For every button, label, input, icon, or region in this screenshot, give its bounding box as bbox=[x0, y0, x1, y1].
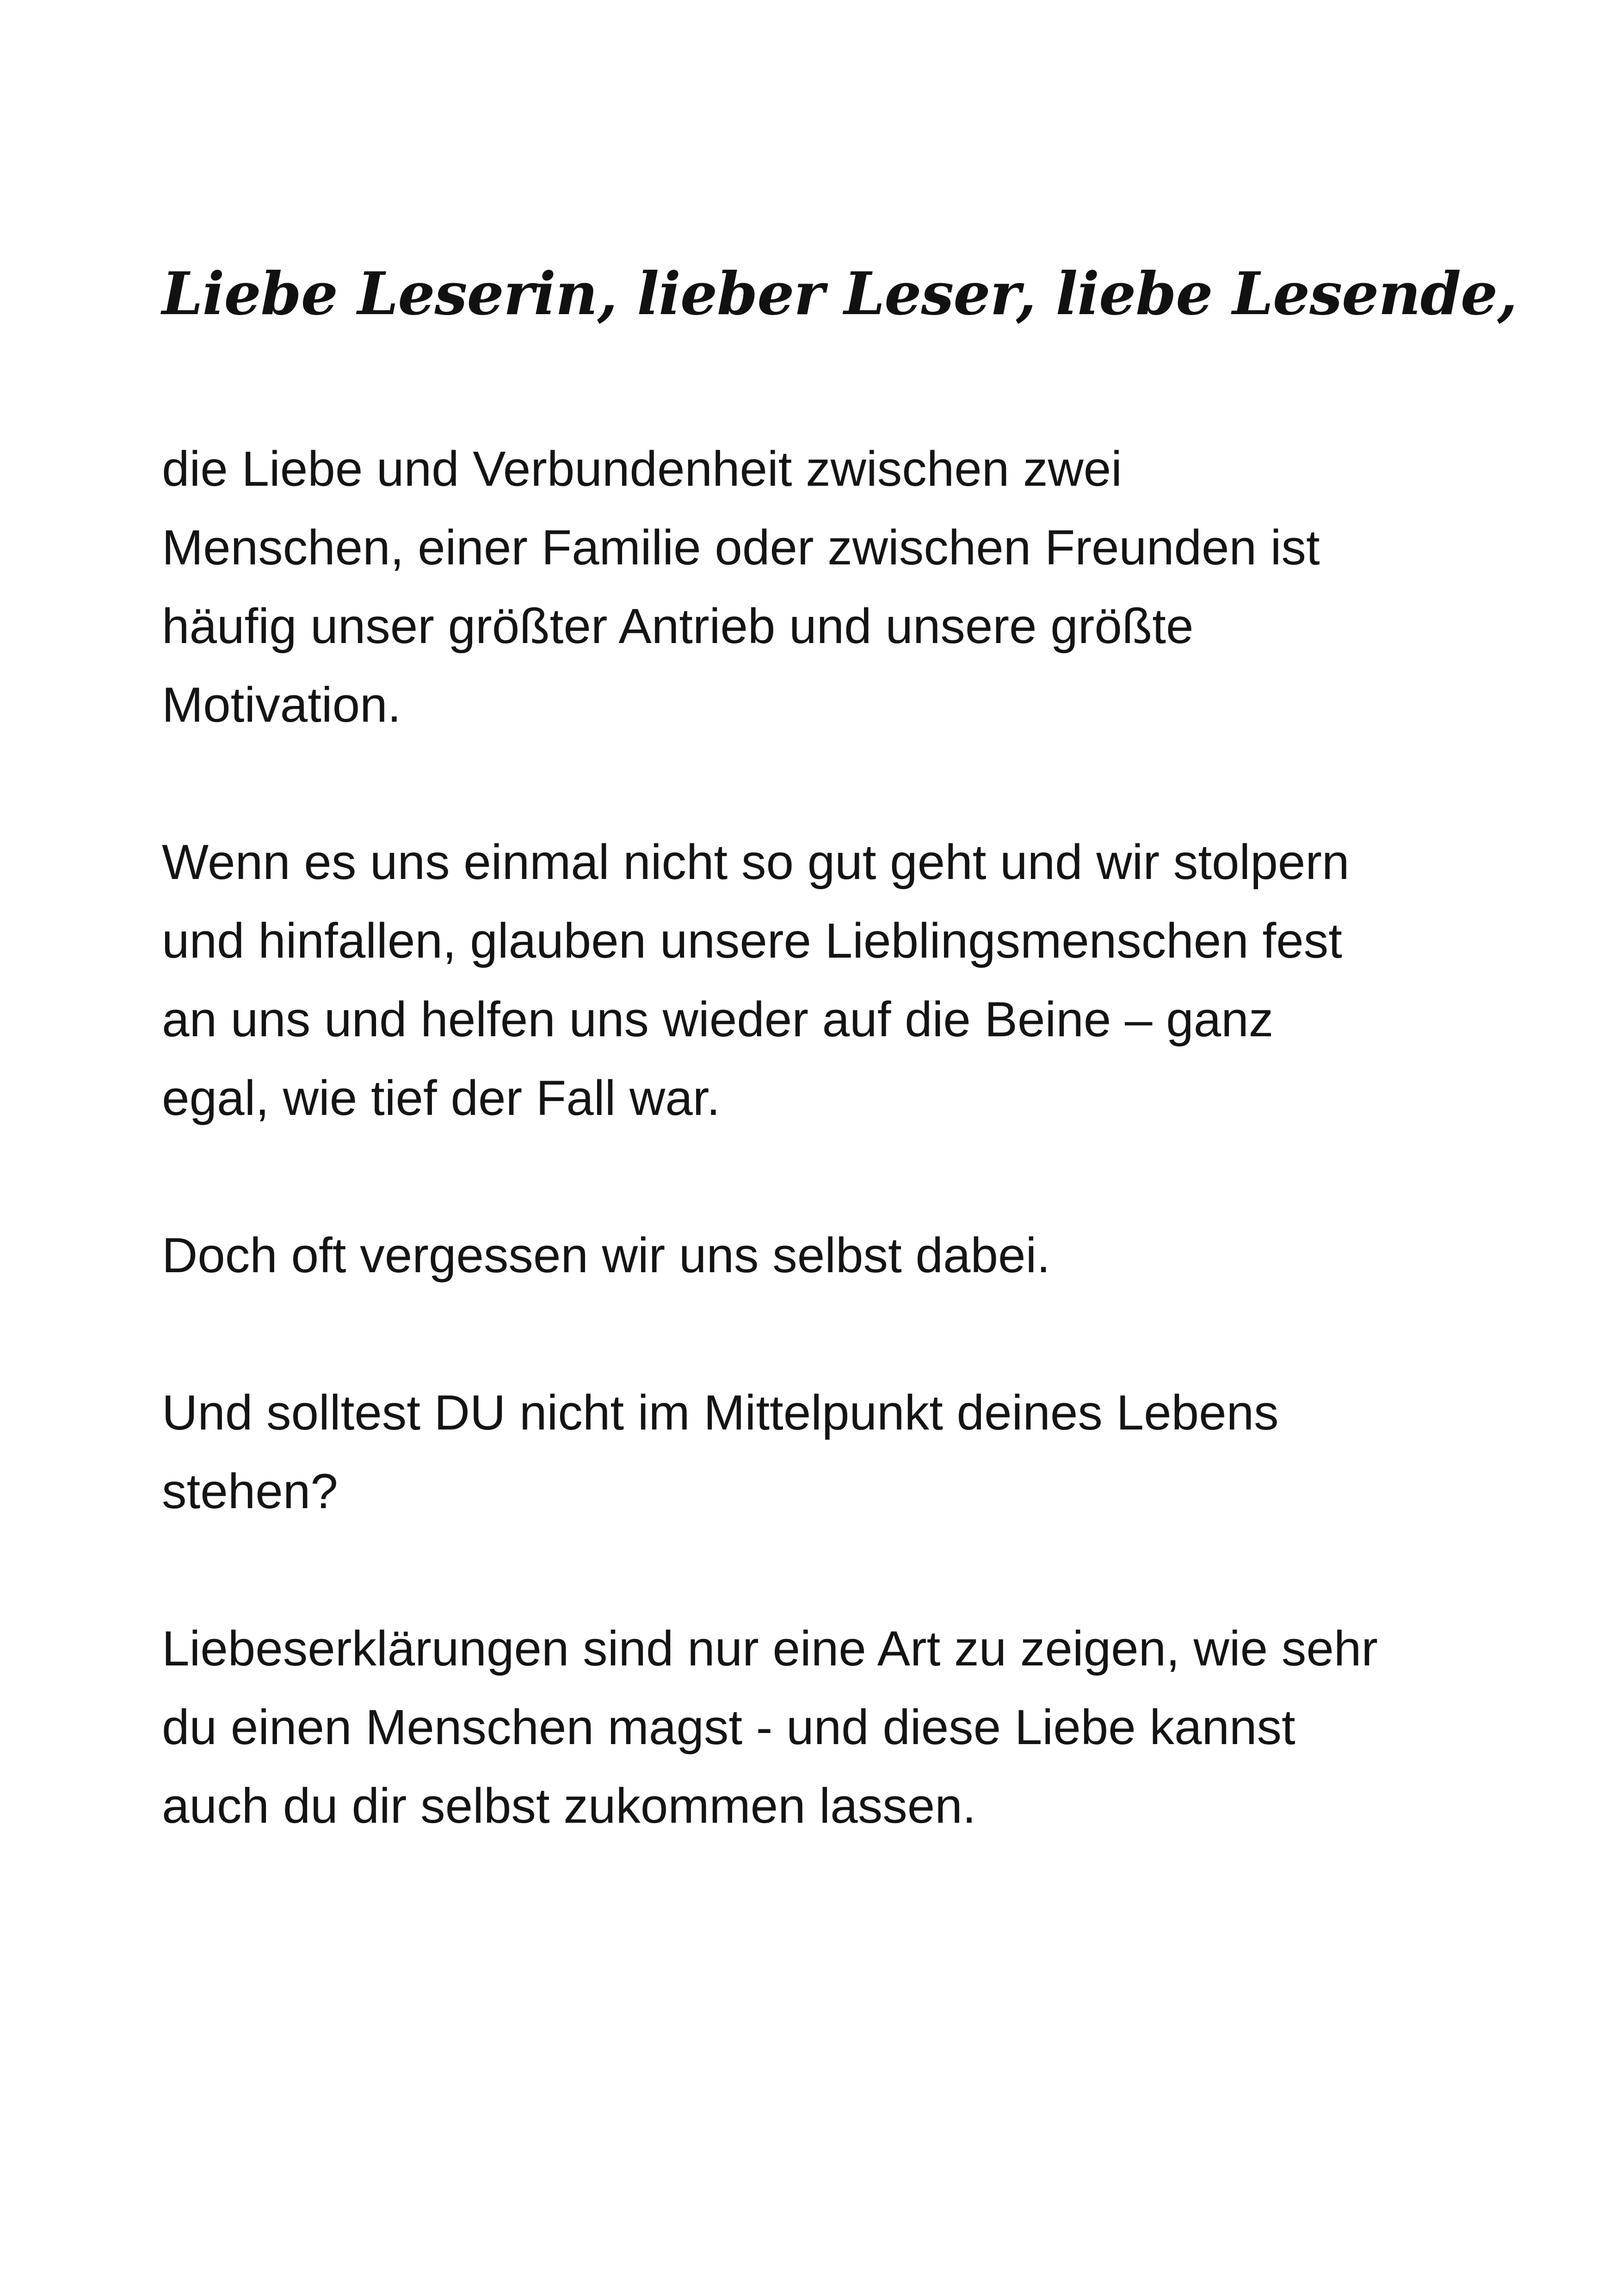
text-line: und hinfallen, glauben unsere Lieblingsmenschen fest bbox=[162, 913, 1342, 968]
text-line: Liebeserklärungen sind nur eine Art zu zeigen, wie sehr bbox=[162, 1621, 1378, 1676]
text-line: die Liebe und Verbundenheit zwischen zwei bbox=[162, 441, 1123, 496]
letter-body bbox=[162, 429, 1475, 1924]
greeting-heading: Liebe Leserin, lieber Leser, liebe Lesende, bbox=[162, 260, 1517, 328]
paragraph-3 bbox=[162, 1216, 1475, 1294]
paragraph-1 bbox=[162, 429, 1475, 744]
text-line: Und solltest DU nicht im Mittelpunkt deines Lebens bbox=[162, 1385, 1279, 1440]
text-line: du einen Menschen magst - und diese Liebe kannst bbox=[162, 1699, 1295, 1755]
text-line: Wenn es uns einmal nicht so gut geht und wir stolpern bbox=[162, 834, 1350, 890]
text-line: auch du dir selbst zukommen lassen. bbox=[162, 1778, 976, 1833]
paragraph-5 bbox=[162, 1609, 1475, 1845]
text-line: Motivation. bbox=[162, 677, 401, 732]
paragraph-4 bbox=[162, 1373, 1475, 1530]
text-line: Menschen, einer Familie oder zwischen Freunden ist bbox=[162, 520, 1320, 575]
text-line: an uns und helfen uns wieder auf die Beine – ganz bbox=[162, 991, 1274, 1047]
text-line: häufig unser größter Antrieb und unsere größte bbox=[162, 598, 1194, 654]
text-line: egal, wie tief der Fall war. bbox=[162, 1070, 721, 1126]
paragraph-2 bbox=[162, 823, 1475, 1137]
text-line: stehen? bbox=[162, 1463, 338, 1519]
text-line: Doch oft vergessen wir uns selbst dabei. bbox=[162, 1227, 1051, 1283]
